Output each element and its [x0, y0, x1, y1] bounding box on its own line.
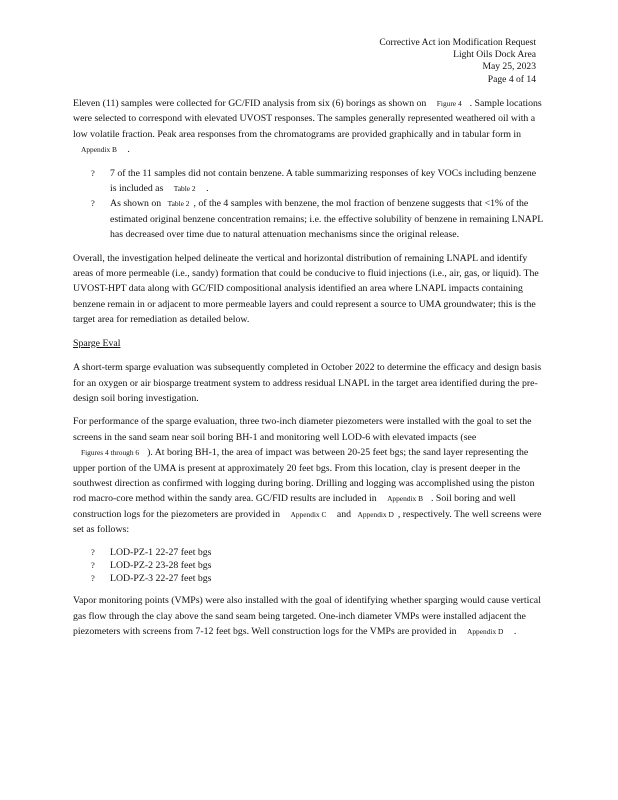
text: . Sample locations were selected to correspond with elevated UVOST responses. The samples generally represented weathered oil with a low volatile fraction. Peak area responses from the chromatograms are provided graphically and in tabular form in	[73, 98, 542, 140]
bullet-icon: ?	[91, 572, 95, 583]
bullet-icon: ?	[91, 546, 95, 557]
document-body	[73, 96, 545, 647]
header-date: May 25, 2023	[482, 61, 536, 73]
header-site-name: Light Oils Dock Area	[453, 49, 536, 61]
text: LOD-PZ-3 22-27 feet bgs	[110, 572, 212, 584]
page-header	[379, 37, 536, 86]
paragraph-sparge-evaluation: A short-term sparge evaluation was subsequently completed in October 2022 to determine the efficacy and design basis for an oxygen or air biosparge treatment system to address residual LNAPL in the target area identified during the pre-design soil boring investigation.	[73, 362, 542, 404]
paragraph-piezometers	[73, 414, 545, 537]
text: and	[336, 508, 352, 520]
bullet-icon: ?	[91, 167, 95, 178]
text: For performance of the sparge evaluation, three two-inch diameter piezometers were installed with the goal to set the screens in the sand seam near soil boring BH-1 and monitoring well LOD-6 with elevated impacts (see	[73, 416, 532, 443]
text: As shown on	[110, 198, 162, 210]
text: , of the 4 samples with benzene, the mol fraction of benzene suggests that <1% of the estimated original benzene concentration remains; i.e. the effective solubility of benzene in remaining LNAPL has decreased over time due to natural attenuation mechanisms since the original release.	[110, 198, 543, 241]
appendix-reference: Appendix D	[467, 626, 504, 636]
bullet-icon: ?	[91, 198, 95, 209]
list-item	[91, 559, 545, 572]
text: Vapor monitoring points (VMPs) were also installed with the goal of identifying whether sparging would cause vertical gas flow through the clay above the sand seam being targeted. One-inch diameter VMPs were installed adjacent the piezometers with screens from 7-12 feet bgs. Well construction logs for the VMPs are provided in	[73, 595, 541, 637]
text: . Soil boring and well construction logs for the piezometers are provided in	[73, 493, 516, 520]
heading-text: Sparge Eval	[73, 337, 121, 349]
header-page-number: Page 4 of 14	[487, 73, 536, 85]
paragraph-vapor-monitoring-points	[73, 593, 545, 639]
paragraph-investigation-summary: Overall, the investigation helped delineate the vertical and horizontal distribution of remaining LNAPL and identify areas of more permeable (i.e., sandy) formation that could be conducive to fluid injections (i.e., air, gas, or liquid). The UVOST-HPT data along with GC/FID compositional analysis identified an area where LNAPL impacts containing benzene remain in or adjacent to more permeable layers and could represent a source to UMA groundwater; this is the target area for remediation as detailed below.	[73, 252, 539, 326]
section-heading-sparge-eval	[73, 336, 545, 351]
text: ). At boring BH-1, the area of impact was between 20-25 feet bgs; the sand layer representing the upper portion of the UMA is present at approximately 20 feet bgs. From this location, clay is present deeper in the southwest direction as confirmed with logging during boring. Drilling and logging was accomplished using the piston rod macro-core method within the sandy area. GC/FID results are included in	[73, 447, 535, 505]
text: .	[127, 144, 130, 156]
list-item	[91, 546, 545, 559]
paragraph-gcfid-samples	[73, 96, 545, 158]
list-item	[91, 196, 545, 242]
table-reference: Table 2	[173, 184, 196, 194]
figure-reference: Figure 4	[436, 99, 462, 108]
appendix-reference: Appendix B	[387, 494, 424, 504]
appendix-reference: Appendix D	[357, 509, 394, 519]
text: Eleven (11) samples were collected for GC/FID analysis from six (6) borings as shown on	[73, 98, 427, 109]
figure-reference: Figures 4 through 6	[81, 448, 140, 458]
bullet-list-well-screens	[73, 546, 545, 586]
list-item	[91, 572, 545, 585]
text: , respectively. The well screens were set as follows:	[73, 508, 542, 536]
bullet-list-benzene	[73, 166, 545, 243]
text: LOD-PZ-1 22-27 feet bgs	[110, 546, 212, 558]
text: .	[206, 183, 209, 195]
appendix-reference: Appendix C	[290, 509, 327, 519]
bullet-icon: ?	[91, 559, 95, 570]
text: .	[513, 625, 517, 637]
table-reference: Table 2	[167, 199, 190, 209]
text: LOD-PZ-2 23-28 feet bgs	[110, 559, 212, 571]
text: 7 of the 11 samples did not contain benzene. A table summarizing responses of key VOCs including benzene is included as	[110, 167, 537, 195]
list-item	[91, 166, 545, 197]
header-document-title: Corrective Act ion Modification Request	[379, 37, 536, 48]
appendix-reference: Appendix B	[81, 145, 117, 155]
